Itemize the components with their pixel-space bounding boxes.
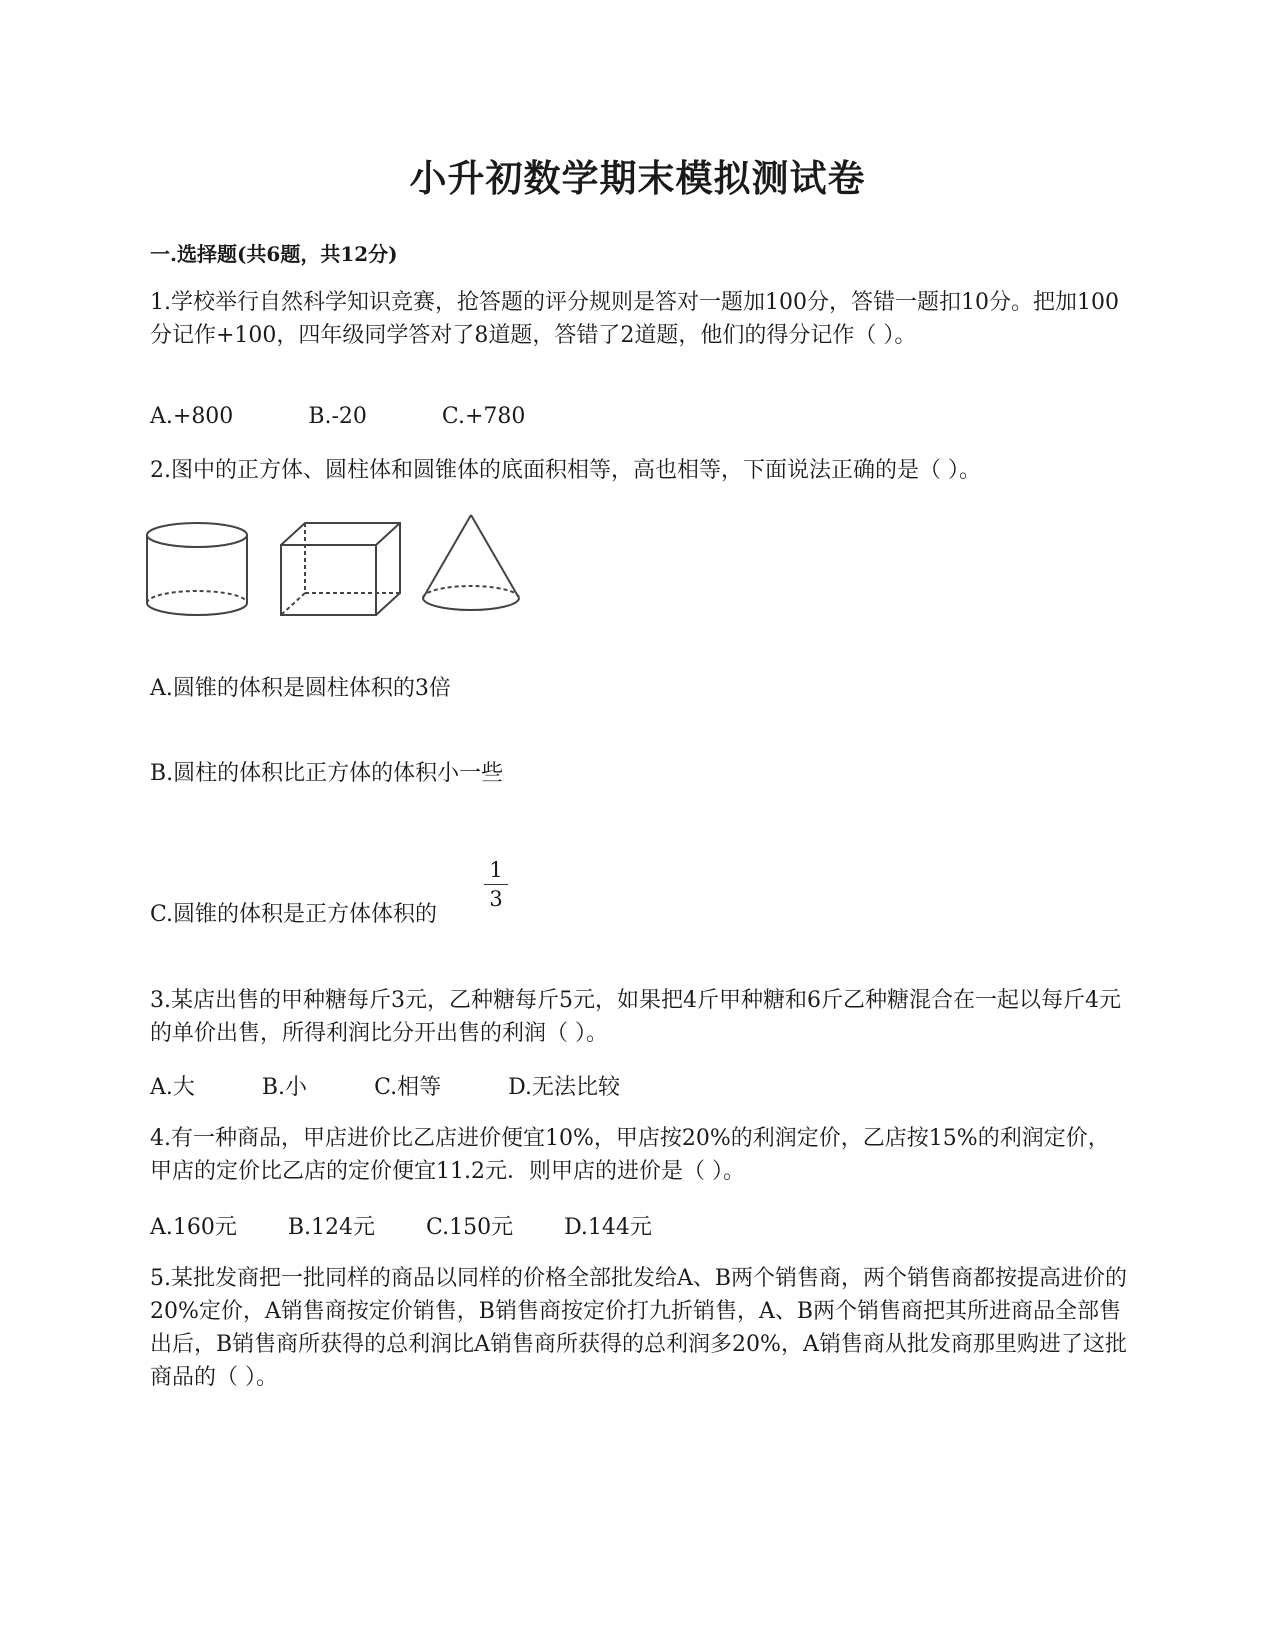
q4-option-d: D.144元 [564, 1215, 652, 1240]
question-5-text: 5.某批发商把一批同样的商品以同样的价格全部批发给A、B两个销售商，两个销售商都按提高进价的20%定价，A销售商按定价销售，B销售商按定价打九折销售，A、B两个销售商把其所进商品全部售出后，B销售商所获得的总利润比A销售商所获得的总利润多20%，A销售商从批发商那里购进了这批商品的（ ）。 [150, 1266, 1128, 1390]
q2-option-c: C.圆锥的体积是正方体体积的 [150, 902, 438, 927]
q3-option-a: A.大 [150, 1075, 195, 1100]
q2-option-b: B.圆柱的体积比正方体的体积小一些 [150, 761, 504, 786]
cone-icon [423, 515, 519, 610]
section-heading: 一.选择题(共6题，共12分) [150, 242, 398, 266]
q1-option-a: A.+800 [150, 404, 234, 429]
cylinder-icon [147, 523, 247, 615]
q4-option-b: B.124元 [287, 1215, 376, 1240]
q1-option-b: B.-20 [308, 404, 367, 429]
question-4-options [150, 1210, 696, 1241]
q1-option-c: C.+780 [441, 404, 526, 429]
question-1-text: 1.学校举行自然科学知识竞赛，抢答题的评分规则是答对一题加100分，答错一题扣10分。把加100分记作+100，四年级同学答对了8道题，答错了2道题，他们的得分记作（ ）。 [150, 290, 1119, 348]
fraction-numerator: 1 [484, 858, 508, 885]
question-4-text: 4.有一种商品，甲店进价比乙店进价便宜10%，甲店按20%的利润定价，乙店按15%的利润定价，甲店的定价比乙店的定价便宜11.2元．则甲店的进价是（ ）。 [150, 1126, 1110, 1184]
solids-figure [145, 510, 535, 625]
question-1-options [150, 404, 593, 429]
question-3-text: 3.某店出售的甲种糖每斤3元，乙种糖每斤5元，如果把4斤甲种糖和6斤乙种糖混合在一起以每斤4元的单价出售，所得利润比分开出售的利润（ ）。 [150, 988, 1121, 1046]
q3-option-c: C.相等 [374, 1075, 442, 1100]
page-title: 小升初数学期末模拟测试卷 [409, 156, 866, 200]
q4-option-a: A.160元 [150, 1215, 237, 1240]
q3-option-d: D.无法比较 [508, 1075, 620, 1100]
q3-option-b: B.小 [261, 1075, 308, 1100]
question-2-text: 2.图中的正方体、圆柱体和圆锥体的底面积相等，高也相等，下面说法正确的是（ ）。 [150, 458, 981, 483]
q2-option-a: A.圆锥的体积是圆柱体积的3倍 [150, 676, 451, 701]
q4-option-c: C.150元 [426, 1215, 514, 1240]
fraction-denominator: 3 [489, 887, 503, 911]
cube-icon [281, 523, 400, 615]
fraction-one-third [484, 858, 508, 911]
question-3-options [150, 1070, 680, 1101]
